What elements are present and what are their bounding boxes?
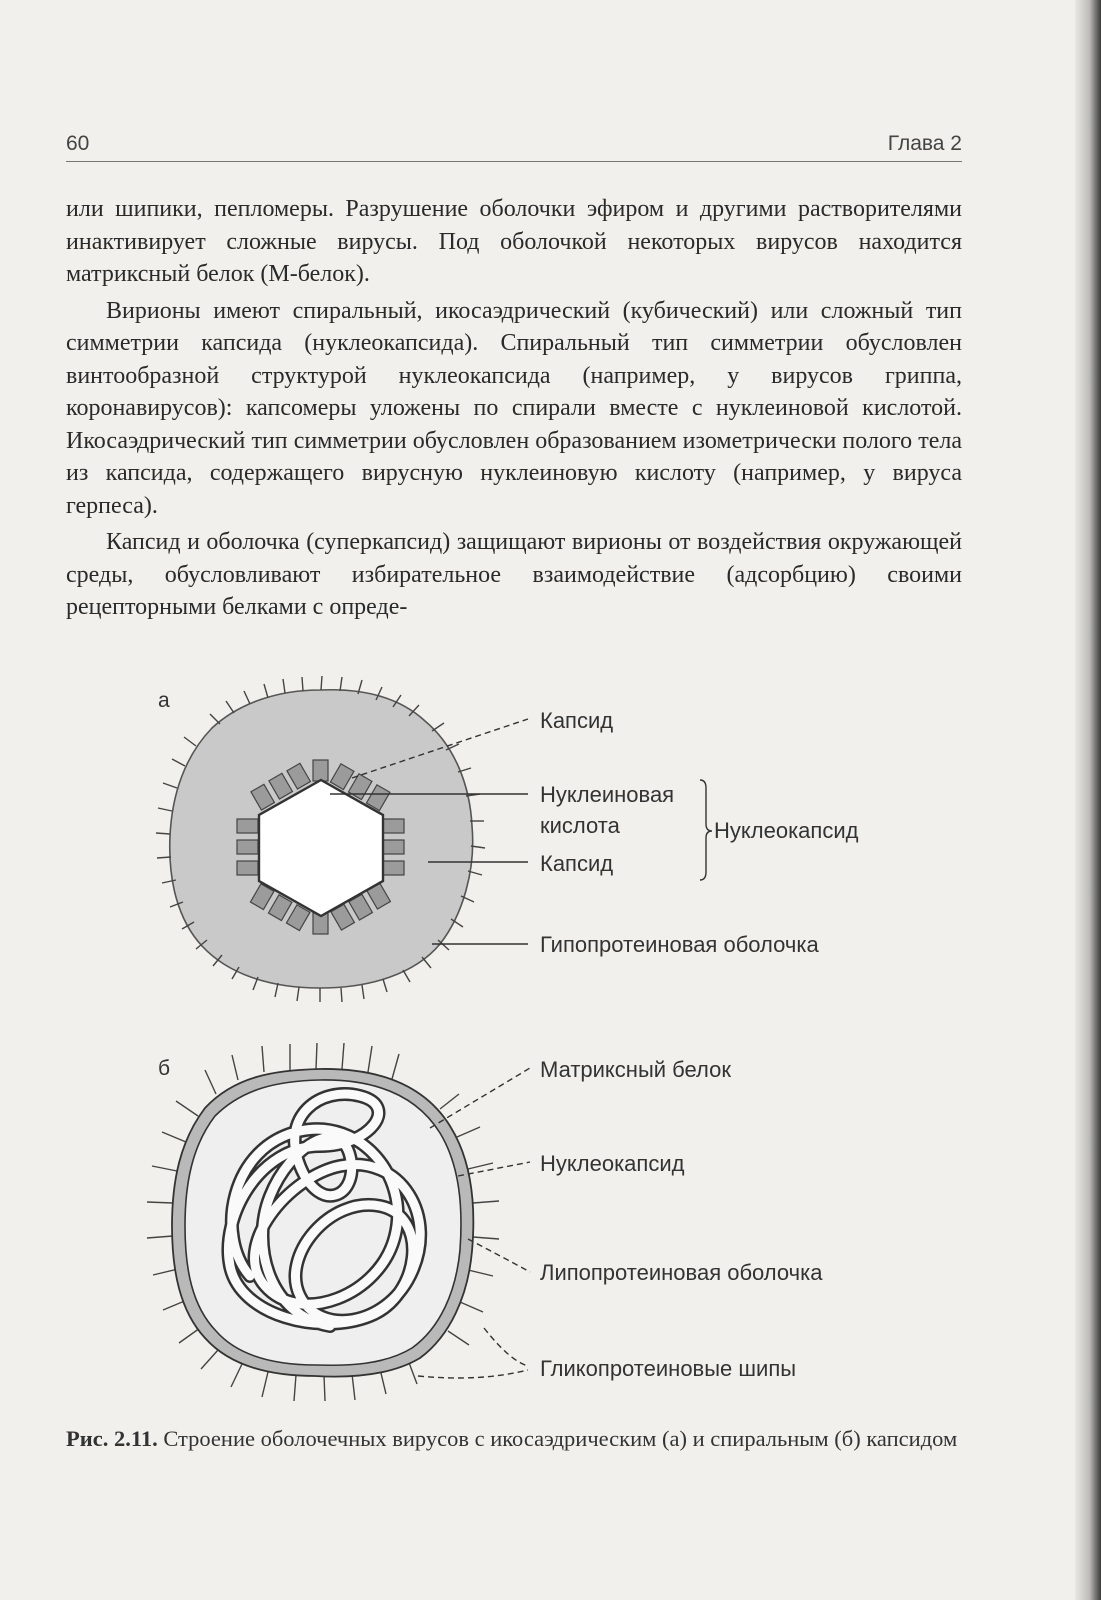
label-matrix-protein: Матриксный белок (540, 1057, 731, 1082)
figure-caption (66, 1424, 962, 1454)
caption-label: Рис. 2.11. (66, 1426, 158, 1451)
page-number: 60 (66, 132, 90, 155)
figure-2-11 (0, 676, 1101, 1416)
label-capsid-top: Капсид (540, 708, 614, 733)
label-lipoprotein-envelope: Липопротеиновая оболочка (540, 1260, 823, 1285)
panel-b-tag: б (158, 1057, 171, 1080)
body-text (66, 193, 962, 624)
chapter-title: Глава 2 (887, 132, 962, 155)
label-glycoprotein-spikes: Гликопротеиновые шипы (540, 1356, 797, 1381)
caption-text: Строение оболочечных вирусов с икосаэдрическим (а) и спиральным (б) капсидом (163, 1426, 958, 1451)
label-nucleic-acid-line1: Нуклеиновая (540, 782, 675, 807)
label-capsid-mid: Капсид (540, 851, 614, 876)
header-rule (66, 161, 962, 162)
running-head (66, 128, 962, 162)
panel-a-tag: а (158, 689, 170, 712)
label-nucleic-acid-line2: кислота (540, 813, 620, 838)
label-envelope-a: Гипопротеиновая оболочка (540, 932, 819, 957)
label-nucleocapsid-b: Нуклеокапсид (540, 1151, 685, 1176)
label-nucleocapsid-a: Нуклеокапсид (714, 818, 859, 843)
paragraph-3: Капсид и оболочка (суперкапсид) защищают вирионы от воздействия окружающей среды, обусловливают избирательное взаимодействие (адсорбцию) своими рецепторными белками с опреде- (66, 529, 962, 620)
virus-b (147, 1043, 530, 1401)
paragraph-2: Вирионы имеют спиральный, икосаэдрический (кубический) или сложный тип симметрии капсида (нуклеокапсида). Спиральный тип симметрии обусловлен винтообразной структурой нуклеокапсида (например, у вирусов гриппа, коронавирусов): капсомеры уложены по спирали вместе с нуклеиновой кислотой. Икосаэдрический тип симметрии обусловлен образованием изометрически полого тела из капсида, содержащего вирусную нуклеиновую кислоту (например, у вируса герпеса). (66, 297, 962, 519)
paragraph-1: или шипики, пепломеры. Разрушение оболочки эфиром и другими растворителями инактивирует сложные вирусы. Под оболочкой некоторых вирусов находится матриксный белок (М-белок). (66, 196, 962, 287)
